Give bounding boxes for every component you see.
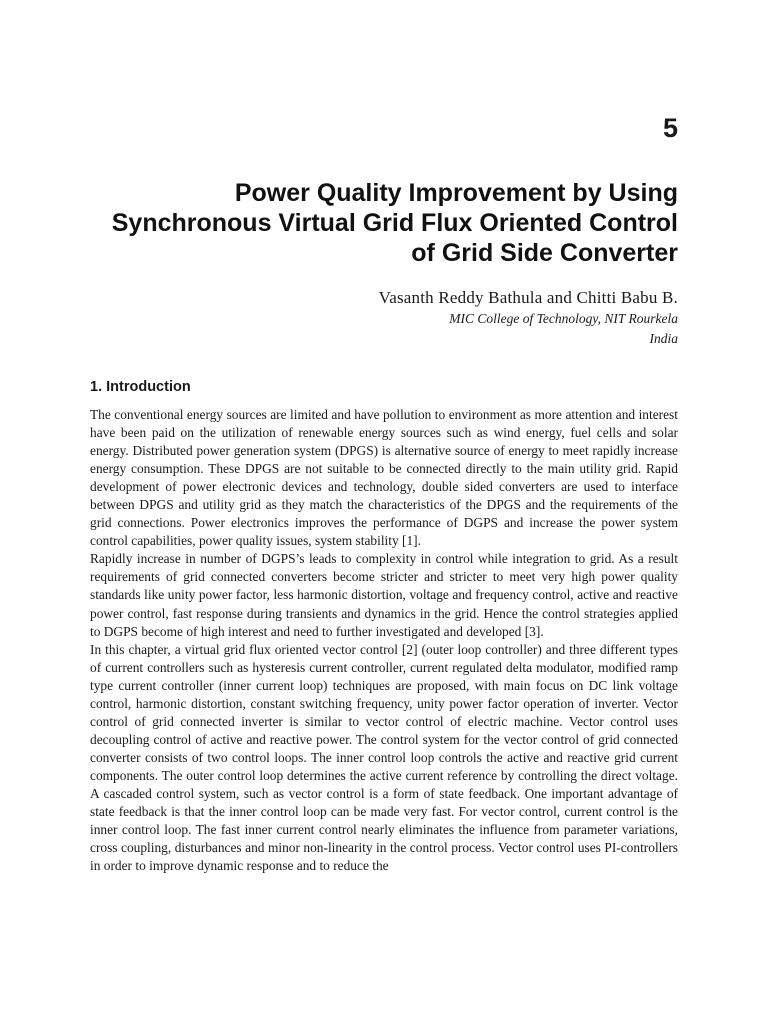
chapter-title-line: Synchronous Virtual Grid Flux Oriented Control [111,209,678,237]
paragraph: The conventional energy sources are limited and have pollution to environment as more attention and interest have been paid on the utilization of renewable energy sources such as wind energy, fuel cells and solar energy. Distributed power generation system (DPGS) is alternative source of energy to meet rapidly increase energy consumption. These DPGS are not suitable to be connected directly to the main utility grid. Rapid development of power electronic devices and technology, double sided converters are used to interface between DPGS and utility grid as they match the characteristics of the DPGS and the requirements of the grid connections. Power electronics improves the performance of DGPS and increase the power system control capabilities, power quality issues, system stability [1]. [90,407,678,549]
chapter-title-line: Power Quality Improvement by Using [234,179,678,207]
affiliation-country: India [649,331,678,346]
paragraph: Rapidly increase in number of DGPS’s leads to complexity in control while integration to grid. As a result requirements of grid connected converters become stricter and stricter to meet very high power quality standards like unity power factor, less harmonic distortion, voltage and frequency control, active and reactive power control, fast response during transients and dynamics in the grid. Hence the control strategies applied to DGPS become of high interest and need to further investigated and developed [3]. [90,551,678,639]
section-body [90,406,678,875]
section-heading: 1. Introduction [90,379,191,395]
affiliation [449,309,678,349]
paragraph: In this chapter, a virtual grid flux oriented vector control [2] (outer loop controller) and three different types of current controllers such as hysteresis current controller, current regulated delta modulator, modified ramp type current controller (inner current loop) techniques are proposed, with main focus on DC link voltage control, harmonic distortion, constant switching frequency, unity power factor operation of inverter. Vector control of grid connected inverter is similar to vector control of electric machine. Vector control uses decoupling control of active and reactive power. The control system for the vector control of grid connected converter consists of two control loops. The inner control loop controls the active and reactive grid current components. The outer control loop determines the active current reference by controlling the direct voltage. A cascaded control system, such as vector control is a form of state feedback. One important advantage of state feedback is that the inner control loop can be made very fast. For vector control, current control is the inner control loop. The fast inner current control nearly eliminates the influence from parameter variations, cross coupling, disturbances and minor non-linearity in the control process. Vector control uses PI-controllers in order to improve dynamic response and to reduce the [90,641,678,874]
chapter-title-line: of Grid Side Converter [411,239,678,267]
chapter-title [38,178,678,268]
chapter-number: 5 [662,113,678,143]
authors: Vasanth Reddy Bathula and Chitti Babu B. [378,288,678,307]
affiliation-institution: MIC College of Technology, NIT Rourkela [449,311,678,326]
